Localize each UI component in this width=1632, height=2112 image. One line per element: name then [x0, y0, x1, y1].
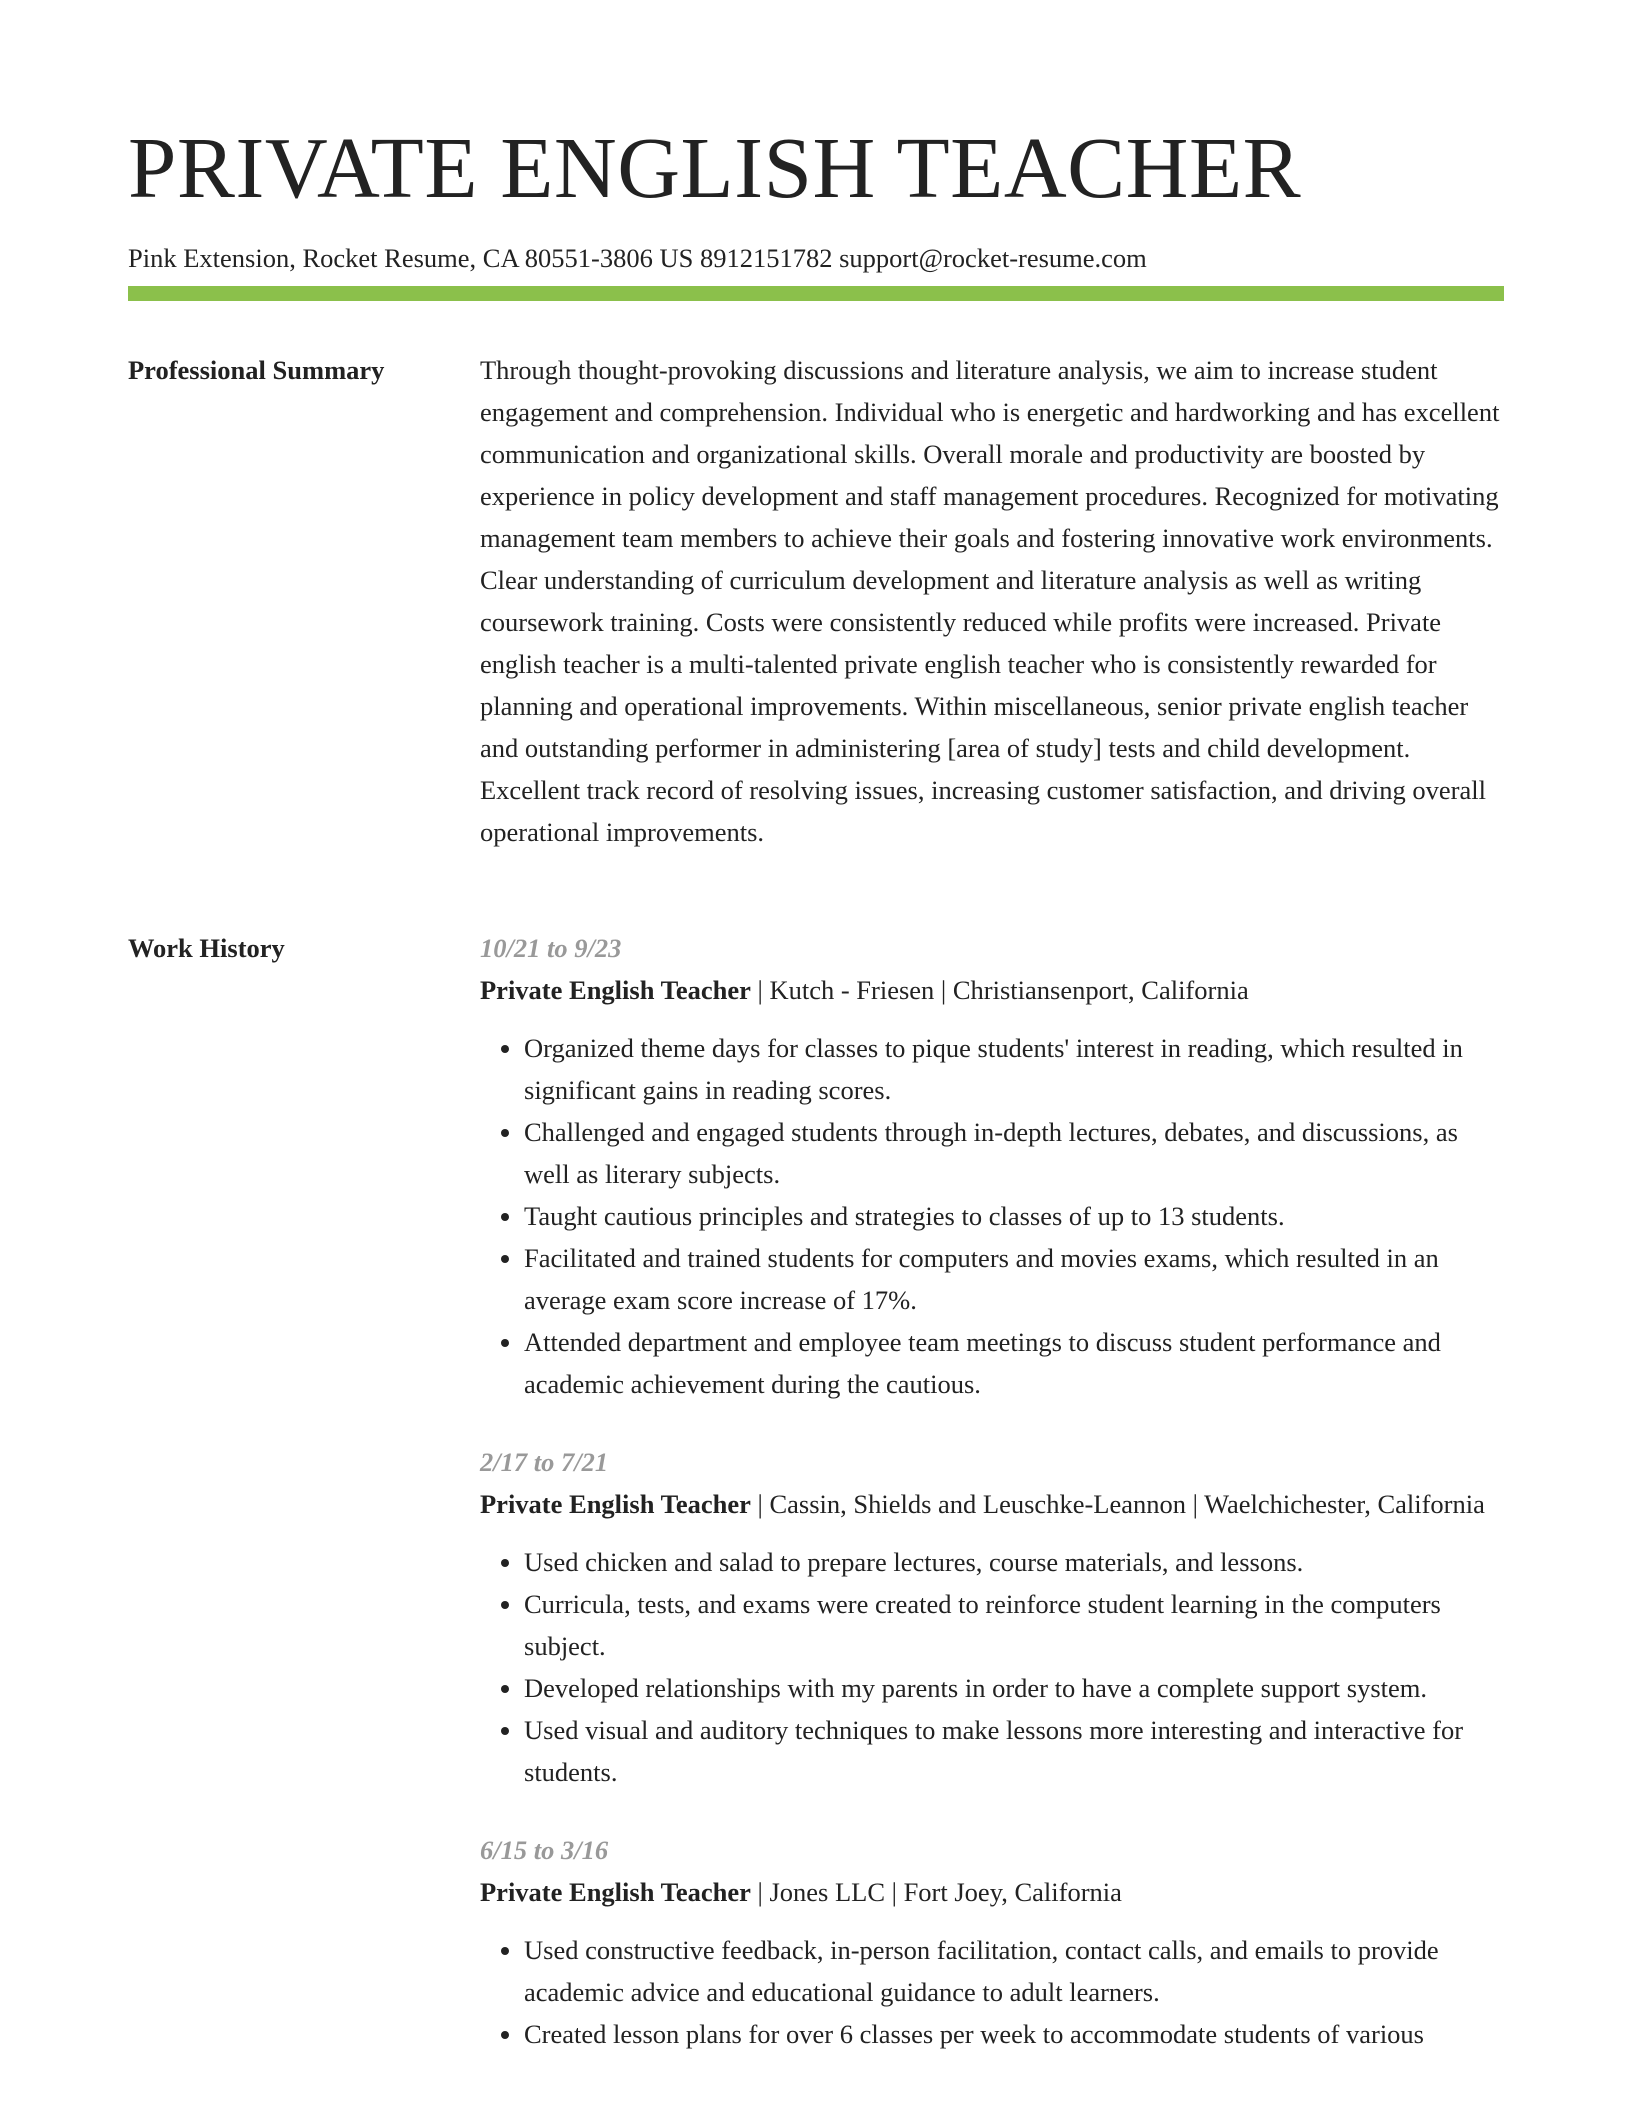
job-bullet: • Facilitated and trained students for computers and movies exams, which resulted in an average exam score increase of 17%. [524, 1237, 1506, 1321]
section-label-summary: Professional Summary [128, 355, 385, 385]
job-bullets [480, 1027, 1506, 1405]
job-bullet: • Created lesson plans for over 6 classes per week to accommodate students of various [524, 2013, 1506, 2055]
summary-text: Through thought-provoking discussions and literature analysis, we aim to increase student engagement and comprehension. Individual who is energetic and hardworking and has excellent communication and organizational skills. Overall morale and productivity are boosted by experience in policy development and staff management procedures. Recognized for motivating management team members to achieve their goals and fostering innovative work environments. Clear understanding of curriculum development and literature analysis as well as writing coursework training. Costs were consistently reduced while profits were increased. Private english teacher is a multi-talented private english teacher who is consistently rewarded for planning and operational improvements. Within miscellaneous, senior private english teacher and outstanding performer in administering [area of study] tests and child development. Excellent track record of resolving issues, increasing customer satisfaction, and driving overall operational improvements. [480, 355, 1500, 847]
job-bullet: • Curricula, tests, and exams were created to reinforce student learning in the computers subject. [524, 1583, 1506, 1667]
job-bullets [480, 1929, 1506, 2055]
job-bullet: • Attended department and employee team meetings to discuss student performance and academic achievement during the cautious. [524, 1321, 1506, 1405]
contact-info: Pink Extension, Rocket Resume, CA 80551-3806 US 8912151782 support@rocket-resume.com [128, 243, 1147, 273]
header-divider [128, 286, 1504, 301]
job-title: Private English Teacher [480, 975, 751, 1005]
job-title: Private English Teacher [480, 1489, 751, 1519]
job-dates: 10/21 to 9/23 [480, 933, 622, 963]
job-bullet: • Taught cautious principles and strategies to classes of up to 13 students. [524, 1195, 1506, 1237]
resume-header [128, 118, 1504, 274]
job-details: | Jones LLC | Fort Joey, California [750, 1877, 1122, 1907]
summary-body [480, 349, 1506, 853]
job-details: | Kutch - Friesen | Christiansenport, California [750, 975, 1249, 1005]
job-details: | Cassin, Shields and Leuschke-Leannon | Waelchichester, California [750, 1489, 1485, 1519]
job-heading [480, 969, 1506, 1011]
job-bullet: • Challenged and engaged students through in-depth lectures, debates, and discussions, as well as literary subjects. [524, 1111, 1506, 1195]
job-bullet: • Used visual and auditory techniques to make lessons more interesting and interactive for students. [524, 1709, 1506, 1793]
job-entry [480, 1829, 1506, 2055]
job-bullets [480, 1541, 1506, 1793]
candidate-name: PRIVATE ENGLISH TEACHER [128, 119, 1302, 216]
job-dates: 6/15 to 3/16 [480, 1835, 609, 1865]
job-entry [480, 927, 1506, 1405]
job-dates: 2/17 to 7/21 [480, 1447, 609, 1477]
job-heading [480, 1483, 1506, 1525]
job-bullet: • Developed relationships with my parents in order to have a complete support system. [524, 1667, 1506, 1709]
job-bullet: • Used chicken and salad to prepare lectures, course materials, and lessons. [524, 1541, 1506, 1583]
job-title: Private English Teacher [480, 1877, 751, 1907]
job-bullet: • Organized theme days for classes to pique students' interest in reading, which resulted in significant gains in reading scores. [524, 1027, 1506, 1111]
section-label-work-history: Work History [128, 933, 285, 963]
job-entry [480, 1441, 1506, 1793]
work-history-body [480, 927, 1506, 2091]
job-bullet: • Used constructive feedback, in-person facilitation, contact calls, and emails to provide academic advice and educational guidance to adult learners. [524, 1929, 1506, 2013]
job-heading [480, 1871, 1506, 1913]
